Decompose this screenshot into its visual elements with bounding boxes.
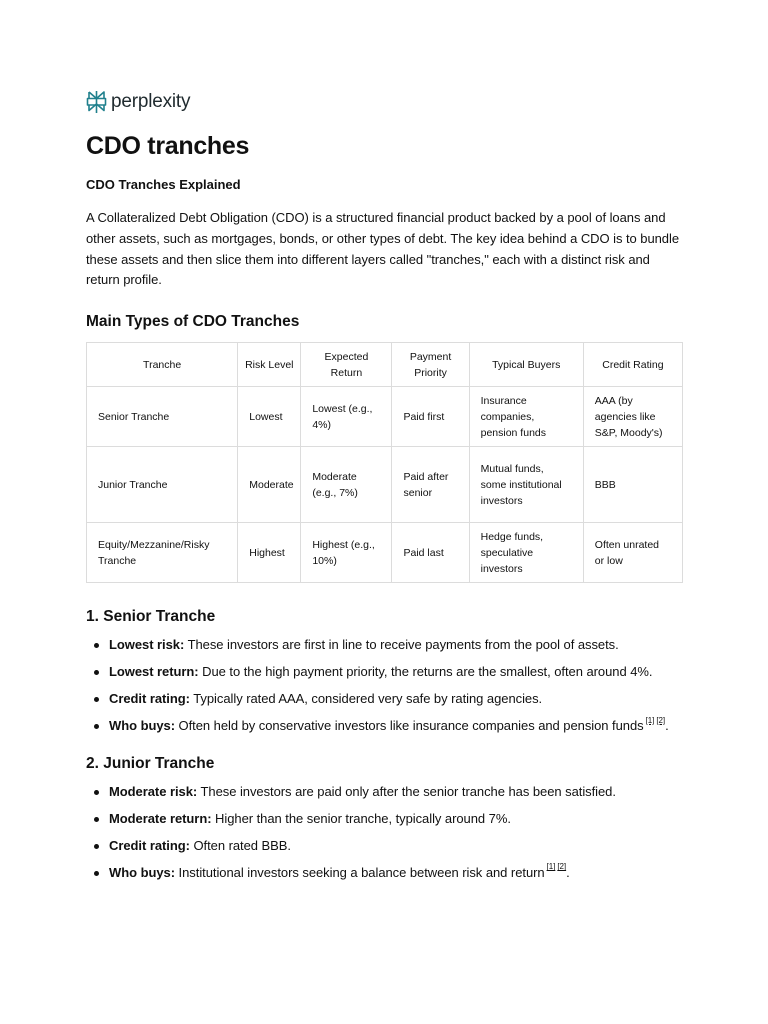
table-row: [87, 447, 683, 523]
section-heading: 2. Junior Tranche: [86, 754, 215, 772]
perplexity-logo-icon: [86, 90, 107, 114]
table-cell: Highest: [238, 523, 301, 583]
column-header: Typical Buyers: [469, 343, 583, 387]
list-item: [109, 836, 686, 856]
table-cell: Highest (e.g., 10%): [301, 523, 392, 583]
bullet-icon: [94, 643, 99, 648]
list-item: [109, 662, 686, 682]
table-cell: Paid first: [392, 387, 469, 447]
list-item: [109, 782, 686, 802]
item-end: .: [665, 718, 669, 734]
list-item: [109, 635, 686, 655]
table-heading: Main Types of CDO Tranches: [86, 313, 300, 331]
table-cell: Hedge funds, speculative investors: [469, 523, 583, 583]
item-text: These investors are first in line to receive payments from the pool of assets.: [184, 637, 619, 653]
item-text: Higher than the senior tranche, typically around 7%.: [211, 810, 511, 826]
bullet-icon: [94, 724, 99, 729]
item-label: Credit rating:: [109, 837, 190, 853]
list-item: [109, 863, 686, 883]
bullet-list: [86, 635, 686, 736]
subheading: CDO Tranches Explained: [86, 177, 241, 192]
item-label: Lowest return:: [109, 664, 199, 680]
brand-name: perplexity: [111, 91, 191, 112]
table-row: [87, 387, 683, 447]
tranche-table: [86, 342, 683, 583]
item-label: Lowest risk:: [109, 637, 185, 653]
column-header: Credit Rating: [583, 343, 682, 387]
item-text: Often held by conservative investors like insurance companies and pension funds: [175, 718, 644, 734]
item-label: Who buys:: [109, 718, 175, 734]
table-cell: Equity/Mezzanine/Risky Tranche: [87, 523, 238, 583]
column-header: Expected Return: [301, 343, 392, 387]
table-cell: Moderate: [238, 447, 301, 523]
item-label: Who buys:: [109, 864, 175, 880]
item-text: Typically rated AAA, considered very safe by rating agencies.: [189, 691, 543, 707]
item-text: Institutional investors seeking a balance between risk and return: [175, 864, 545, 880]
table-cell: Mutual funds, some institutional investors: [469, 447, 583, 523]
bullet-icon: [94, 670, 99, 675]
item-text: Often rated BBB.: [189, 837, 291, 853]
bullet-list: [86, 782, 686, 883]
table-cell: Junior Tranche: [87, 447, 238, 523]
item-end: .: [566, 864, 570, 880]
list-item: [109, 689, 686, 709]
item-text: These investors are paid only after the senior tranche has been satisfied.: [197, 783, 616, 799]
citation-link[interactable]: [2]: [656, 715, 666, 725]
bullet-icon: [94, 871, 99, 876]
column-header: Tranche: [87, 343, 238, 387]
table-cell: Moderate (e.g., 7%): [301, 447, 392, 523]
column-header: Payment Priority: [392, 343, 469, 387]
item-label: Credit rating:: [109, 691, 190, 707]
table-cell: Paid after senior: [392, 447, 469, 523]
table-header-row: [87, 343, 683, 387]
citation-link[interactable]: [2]: [557, 862, 567, 872]
item-label: Moderate return:: [109, 810, 212, 826]
bullet-icon: [94, 697, 99, 702]
table-cell: Insurance companies, pension funds: [469, 387, 583, 447]
list-item: [109, 716, 686, 736]
table-cell: Lowest (e.g., 4%): [301, 387, 392, 447]
section-heading: 1. Senior Tranche: [86, 608, 216, 626]
bullet-icon: [94, 817, 99, 822]
brand-logo[interactable]: [86, 88, 686, 116]
citation-link[interactable]: [1]: [645, 715, 655, 725]
table-cell: AAA (by agencies like S&P, Moody's): [583, 387, 682, 447]
list-item: [109, 809, 686, 829]
table-row: [87, 523, 683, 583]
bullet-icon: [94, 844, 99, 849]
item-text: Due to the high payment priority, the returns are the smallest, often around 4%.: [198, 664, 653, 680]
bullet-icon: [94, 790, 99, 795]
table-cell: Senior Tranche: [87, 387, 238, 447]
intro-paragraph: A Collateralized Debt Obligation (CDO) is a structured financial product backed by a pool of loans and other assets, such as mortgages, bonds, or other types of debt. The key idea behind a CDO is to bundle these assets and then slice them into different layers called "tranches," each with a distinct risk and return profile.: [86, 210, 680, 288]
document-page: [86, 88, 686, 890]
senior-section: [86, 606, 686, 736]
page-title: CDO tranches: [86, 132, 250, 160]
citation-link[interactable]: [1]: [546, 862, 556, 872]
table-cell: Paid last: [392, 523, 469, 583]
table-cell: Often unrated or low: [583, 523, 682, 583]
column-header: Risk Level: [238, 343, 301, 387]
table-cell: BBB: [583, 447, 682, 523]
junior-section: [86, 753, 686, 883]
item-label: Moderate risk:: [109, 783, 198, 799]
table-cell: Lowest: [238, 387, 301, 447]
